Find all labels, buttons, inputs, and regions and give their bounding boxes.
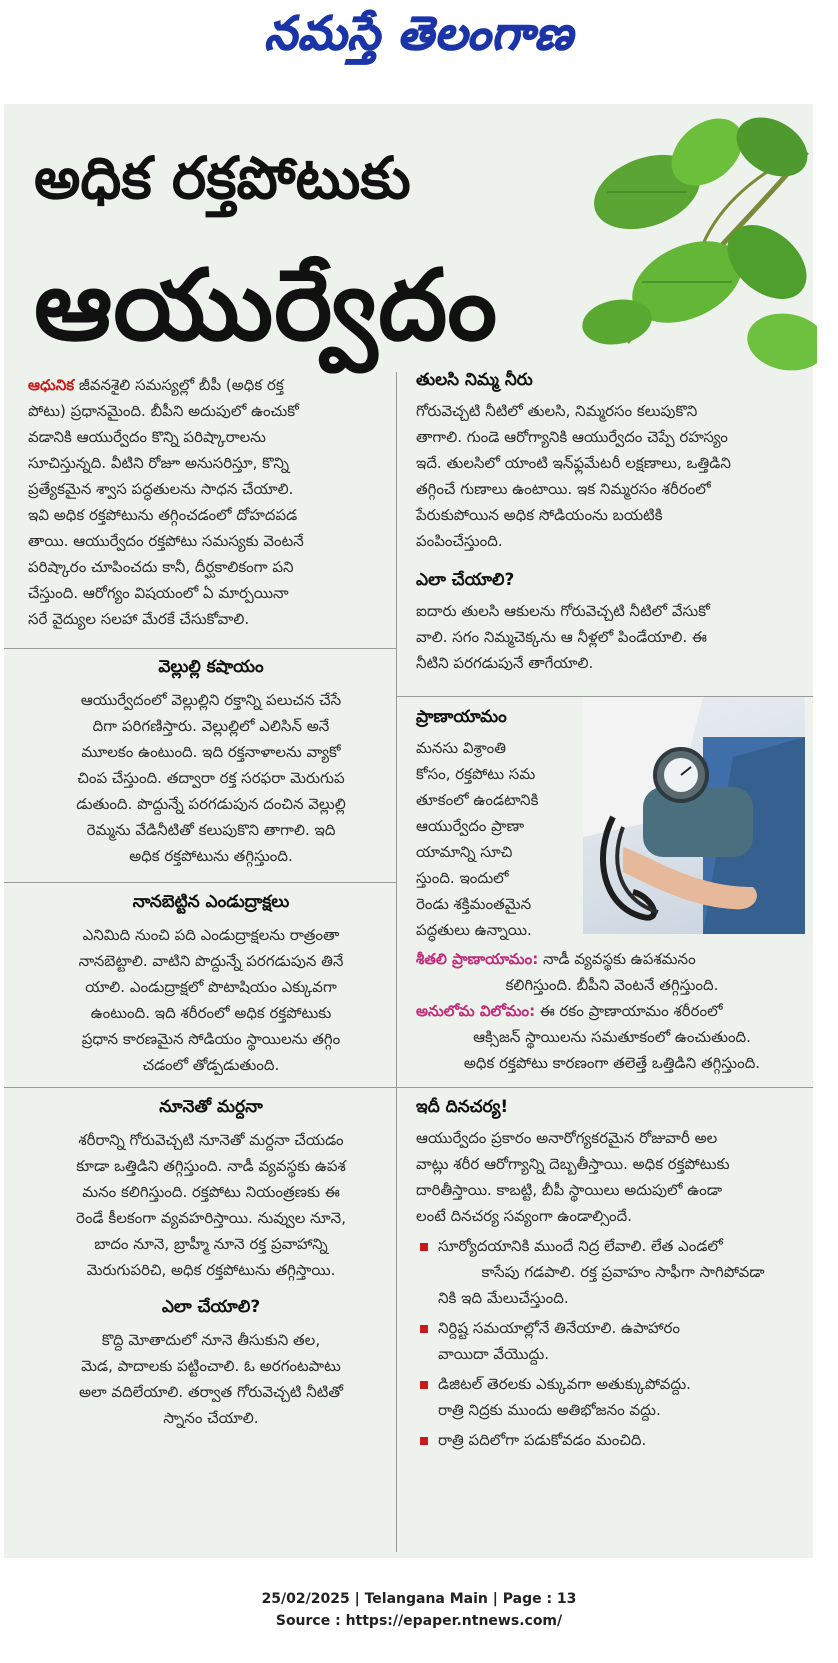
pranayama-methods <box>416 946 808 1076</box>
footer-source: Source : https://epaper.ntnews.com/ <box>275 1613 563 1629</box>
tulsi-line: గోరువెచ్చటి నీటిలో తులసి, నిమ్మరసం కలుపుకొని <box>416 402 698 420</box>
routine-bullets <box>416 1233 808 1453</box>
divider <box>396 1087 813 1088</box>
intro-line: సూచిస్తున్నది. వీటిని రోజూ అనుసరిస్తూ, కొన్ని <box>28 454 290 472</box>
tulsi-leaves-image <box>557 92 817 392</box>
headline-line2: ఆయుర్వేదం <box>34 249 499 363</box>
raisins-section <box>28 892 394 1078</box>
massage-howto-line: మెడ, పాదాలకు పట్టించాలి. ఓ అరగంటపాటు <box>81 1357 341 1375</box>
intro-line-1: ఆధునిక జీవనశైలి సమస్యల్లో బీపీ (అధిక రక్త <box>28 376 284 394</box>
pranayama-line: తూకంలో ఉండటానికి <box>416 791 539 809</box>
pranayama-title: ప్రాణాయామం <box>416 707 507 727</box>
tulsi-howto-title: ఎలా చేయాలి? <box>416 570 515 590</box>
massage-section <box>28 1097 394 1431</box>
intro-section <box>28 372 394 632</box>
raisins-line: యాలి. ఎండుద్రాక్షలో పొటాషియం ఎక్కువగా <box>85 978 337 996</box>
massage-howto-line: కొద్ది మోతాదులో నూనె తీసుకుని తల, <box>101 1331 321 1349</box>
raisins-line: నానబెట్టాలి. వాటిని పొద్దున్నే పరగడుపున తినే <box>78 952 344 970</box>
tulsi-line: ఇదే. తులసిలో యాంటి ఇన్‌ఫ్లమేటరీ లక్షణాలు, ఒత్తిడిని <box>416 454 731 472</box>
tulsi-line: పేరుకుపోయిన అధిక సోడియంను బయటికి <box>416 506 663 524</box>
routine-bullet: నిర్దిష్ట సమయాల్లోనే తినేయాలి. ఉపాహారం వాయిదా వేయొద్దు. <box>416 1315 808 1367</box>
routine-bullet: డిజిటల్ తెరలకు ఎక్కువగా అతుక్కుపోవద్దు. రాత్రి నిద్రకు ముందు అతిభోజనం వద్దు. <box>416 1371 808 1423</box>
tulsi-howto-line: నీటిని పరగడుపునే తాగేయాలి. <box>416 654 594 672</box>
massage-title: నూనెతో మర్దనా <box>159 1097 263 1117</box>
pranayama-line: కోసం, రక్తపోటు సమ <box>416 765 536 783</box>
tulsi-title: తులసి నిమ్మ నీరు <box>416 370 533 390</box>
blood-pressure-illustration <box>583 697 805 934</box>
intro-line: ప్రత్యేకమైన శ్వాస పద్ధతులను సాధన చేయాలి. <box>28 480 294 498</box>
anulom-line: అధిక రక్తపోటు కారణంగా తలెత్తే ఒత్తిడిని తగ్గిస్తుంది. <box>463 1054 761 1072</box>
massage-line: మెరుగుపరిచి, అధిక రక్తపోటును తగ్గిస్తాయి. <box>86 1261 336 1279</box>
sheetali-label: శీతలి ప్రాణాయామం: <box>416 950 539 968</box>
routine-line: లంటే దినచర్య సవ్యంగా ఉండాల్సిందే. <box>416 1207 632 1225</box>
pranayama-line: యామాన్ని సూచి <box>416 843 513 861</box>
sheetali-line: కలిగిస్తుంది. బీపీని వెంటనే తగ్గిస్తుంది. <box>505 976 719 994</box>
massage-line: శరీరాన్ని గోరువెచ్చటి నూనెతో మర్దనా చేయడం <box>78 1131 344 1149</box>
routine-line: వాట్లు శరీర ఆరోగ్యాన్ని దెబ్బతీస్తాయి. అధిక రక్తపోటుకు <box>416 1155 730 1173</box>
divider <box>4 882 396 883</box>
blood-pressure-photo <box>583 697 805 934</box>
tulsi-howto-line: ఐదారు తులసి ఆకులను గోరువెచ్చటి నీటిలో వేసుకో <box>416 602 710 620</box>
tulsi-howto-line: వాలి. సగం నిమ్మచెక్కను ఆ నీళ్లలో పిండేయాలి. ఈ <box>416 628 707 646</box>
pranayama-line: స్తుంది. ఇందులో <box>416 869 509 887</box>
article-sheet <box>4 104 813 1558</box>
anulom-line: ఆక్సిజన్ స్థాయిలను సమతూకంలో ఉంచుతుంది. <box>473 1028 751 1046</box>
masthead <box>0 6 838 68</box>
tulsi-line: తాగాలి. గుండె ఆరోగ్యానికి ఆయుర్వేదం చెప్పే రహస్యం <box>416 428 728 446</box>
footer-date-page: 25/02/2025 | Telangana Main | Page : 13 <box>261 1591 577 1607</box>
routine-title: ఇదీ దినచర్య! <box>416 1097 509 1117</box>
raisins-line: ఉంటుంది. ఇది శరీరంలో అధిక రక్తపోటుకు <box>90 1004 332 1022</box>
routine-line: దారితీస్తాయి. కాబట్టి, బీపీ స్థాయిలు అదుపులో ఉండా <box>416 1181 723 1199</box>
intro-lead-word: ఆధునిక <box>28 376 75 394</box>
pranayama-line: పద్ధతులు ఉన్నాయి. <box>416 921 532 939</box>
massage-line: కూడా ఒత్తిడిని తగ్గిస్తుంది. నాడీ వ్యవస్థకు ఉపశ <box>76 1157 346 1175</box>
intro-line: ఇవి అధిక రక్తపోటును తగ్గించడంలో దోహదపడ <box>28 506 298 524</box>
masthead-title: నమస్తే తెలంగాణ <box>264 6 574 60</box>
garlic-line: ఆయుర్వేదంలో వెల్లుల్లిని రక్తాన్ని పలుచన చేసే <box>80 691 342 709</box>
massage-line: రెండే కీలకంగా వ్యవహరిస్తాయి. నువ్వుల నూనె, <box>76 1209 346 1227</box>
anulom-label: అనులోమ విలోమం: <box>416 1002 536 1020</box>
tulsi-line: తగ్గించే గుణాలు ఉంటాయి. ఇక నిమ్మరసం శరీరంలో <box>416 480 711 498</box>
garlic-line: చింప చేస్తుంది. తద్వారా రక్త సరఫరా మెరుగుప <box>77 769 345 787</box>
routine-section <box>416 1097 808 1457</box>
garlic-line: రెమ్మను వేడినీటితో కలుపుకొని తాగాలి. ఇది <box>86 821 336 839</box>
intro-line: వడానికి ఆయుర్వేదం కొన్ని పరిష్కారాలను <box>28 428 267 446</box>
headline-line1: అధిక రక్తపోటుకు <box>34 144 411 212</box>
anulom-line-1: అనులోమ విలోమం: ఈ రకం ప్రాణాయామం శరీరంలో <box>416 1002 723 1020</box>
massage-howto-line: అలా వదిలేయాలి. తర్వాత గోరువెచ్చటి నీటితో <box>78 1383 344 1401</box>
intro-line: తాయి. ఆయుర్వేదం రక్తపోటు సమస్యకు వెంటనే <box>28 532 304 550</box>
routine-bullet: రాత్రి పదిలోగా పడుకోవడం మంచిది. <box>416 1427 808 1453</box>
massage-howto-line: స్నానం చేయాలి. <box>163 1409 259 1427</box>
pranayama-section <box>416 707 586 943</box>
column-divider <box>396 372 397 1552</box>
divider <box>4 648 396 649</box>
garlic-line: డుతుంది. పొద్దున్నే పరగడుపున దంచిన వెల్లుల్లి <box>76 795 346 813</box>
garlic-line: అధిక రక్తపోటును తగ్గిస్తుంది. <box>129 847 293 865</box>
pranayama-line: ఆయుర్వేదం ప్రాణా <box>416 817 525 835</box>
routine-bullet: సూర్యోదయానికి ముందే నిద్ర లేవాలి. లేత ఎండలో కాసేపు గడపాలి. రక్త ప్రవాహం సాఫీగా సాగిపోవడా నికి ఇది మేలుచేస్తుంది. <box>416 1233 808 1311</box>
garlic-line: దిగా పరిగణిస్తారు. వెల్లుల్లిలో ఎలిసిన్ అనే <box>92 717 330 735</box>
massage-line: బాదం నూనె, బ్రాహ్మీ నూనె రక్త ప్రవాహాన్ని <box>94 1235 328 1253</box>
intro-line: పోటు) ప్రధానమైంది. బీపీని అదుపులో ఉంచుకో <box>28 402 299 420</box>
intro-line: పరిష్కారం చూపించదు కానీ, దీర్ఘకాలికంగా పని <box>28 558 294 576</box>
raisins-line: ఎనిమిది నుంచి పది ఎండుద్రాక్షలను రాత్రంతా <box>82 926 340 944</box>
intro-line: సరే వైద్యుల సలహా మేరకే చేసుకోవాలి. <box>28 610 250 628</box>
intro-line: చేస్తుంది. ఆరోగ్యం విషయంలో ఏ మార్పయినా <box>28 584 289 602</box>
routine-line: ఆయుర్వేదం ప్రకారం అనారోగ్యకరమైన రోజువారీ అల <box>416 1129 718 1147</box>
divider <box>4 1087 396 1088</box>
pranayama-line: రెండు శక్తిమంతమైన <box>416 895 532 913</box>
tulsi-section <box>416 370 808 676</box>
tulsi-line: పంపించేస్తుంది. <box>416 532 503 550</box>
pranayama-line: మనసు విశ్రాంతి <box>416 739 506 757</box>
massage-line: మనం కలిగిస్తుంది. రక్తపోటు నియంత్రణకు ఈ <box>82 1183 340 1201</box>
garlic-title: వెల్లుల్లి కషాయం <box>158 657 264 677</box>
raisins-line: ప్రధాన కారణమైన సోడియం స్థాయిలను తగ్గిం <box>81 1030 341 1048</box>
raisins-title: నానబెట్టిన ఎండుద్రాక్షలు <box>132 892 290 912</box>
raisins-line: చడంలో తోడ్పడుతుంది. <box>142 1056 280 1074</box>
massage-howto-title: ఎలా చేయాలి? <box>161 1297 261 1317</box>
garlic-line: మూలకం ఉంటుంది. ఇది రక్తనాళాలను వ్యాకో <box>81 743 341 761</box>
garlic-section <box>28 657 394 869</box>
sheetali-line-1: శీతలి ప్రాణాయామం: నాడీ వ్యవస్థకు ఉపశమనం <box>416 950 696 968</box>
